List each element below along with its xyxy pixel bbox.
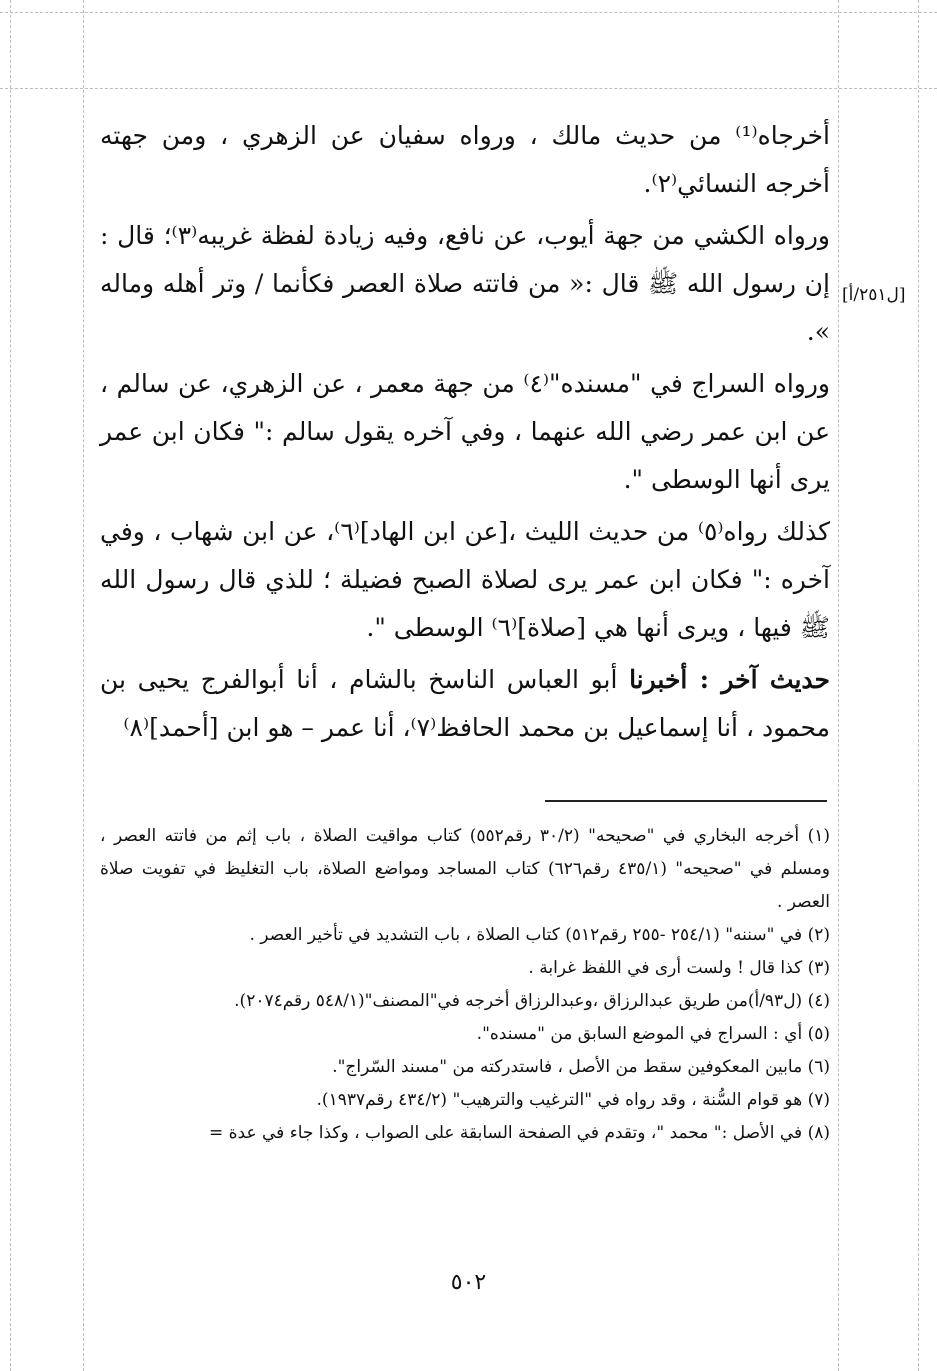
footnotes (100, 820, 830, 1150)
scan-guide-line (0, 88, 937, 89)
footnote: (١) أخرجه البخاري في "صحيحه" (٣٠/٢ رقم٥٥٢) كتاب مواقيت الصلاة ، باب إثم من فاتته العصر ، ومسلم في "صحيحه" (٤٣٥/١ رقم٦٢٦) كتاب المساجد ومواضع الصلاة، باب التغليظ في تفويت صلاة العصر . (100, 826, 831, 912)
footnote-divider (545, 800, 827, 802)
footnote: (٥) أي : السراج في الموضع السابق من "مسنده". (476, 1024, 830, 1044)
paragraph: كذلك رواه⁽٥⁾ من حديث الليث ،[عن ابن الهاد]⁽٦⁾، عن ابن شهاب ، وفي آخره :" فكان ابن عمر يرى لصلاة الصبح فضيلة ؛ للذي قال رسول الله ﷺ فيها ، ويرى أنها هي [صلاة]⁽٦⁾ الوسطى ". (100, 517, 830, 642)
footnote: (٨) في الأصل :" محمد "، وتقدم في الصفحة السابقة على الصواب ، وكذا جاء في عدة = (208, 1123, 830, 1143)
page-number: ٥٠٢ (450, 1270, 487, 1295)
margin-manuscript-ref: [ل٢٥١/أ] (842, 285, 906, 305)
footnote: (٦) مابين المعكوفين سقط من الأصل ، فاستدركته من "مسند السّراج". (332, 1057, 830, 1077)
paragraph: أخرجاه⁽¹⁾ من حديث مالك ، ورواه سفيان عن الزهري ، ومن جهته أخرجه النسائي⁽٢⁾. (100, 121, 830, 198)
scan-guide-line (83, 0, 84, 1371)
paragraph: ورواه الكشي من جهة أيوب، عن نافع، وفيه زيادة لفظة غريبه⁽٣⁾؛ قال : إن رسول الله ﷺ قال :« من فاتته صلاة العصر فكأنما / وتر أهله وماله ». (100, 221, 831, 346)
hadith-paragraph (100, 656, 830, 752)
hadith-lead: حديث آخر : أخبرنا (629, 665, 830, 694)
scan-guide-line (0, 12, 937, 13)
scan-guide-line (918, 0, 919, 1371)
paragraph: ورواه السراج في "مسنده"⁽٤⁾ من جهة معمر ، عن الزهري، عن سالم ، عن ابن عمر رضي الله عنهما ، وفي آخره يقول سالم :" فكان ابن عمر يرى أنها الوسطى ". (100, 369, 830, 494)
main-text (100, 112, 830, 752)
footnote: (٤) (ل٩٣/أ)من طريق عبدالرزاق ،وعبدالرزاق أخرجه في"المصنف"(٥٤٨/١ رقم٢٠٧٤). (234, 991, 830, 1011)
footnote: (٣) كذا قال ! ولست أرى في اللفظ غرابة . (528, 958, 830, 978)
footnote: (٢) في "سننه" (٢٥٤/١ -٢٥٥ رقم٥١٢) كتاب الصلاة ، باب التشديد في تأخير العصر . (249, 925, 830, 945)
footnote: (٧) هو قوام السُّنة ، وقد رواه في "الترغيب والترهيب" (٤٣٤/٢ رقم١٩٣٧). (316, 1090, 830, 1110)
scan-guide-line (838, 0, 839, 1371)
scan-guide-line (10, 0, 11, 1371)
hadith-text: أبو العباس الناسخ بالشام ، أنا أبوالفرج يحيى بن محمود ، أنا إسماعيل بن محمد الحافظ⁽٧⁾، أنا عمر – هو ابن [أحمد]⁽٨⁾ (100, 665, 830, 742)
